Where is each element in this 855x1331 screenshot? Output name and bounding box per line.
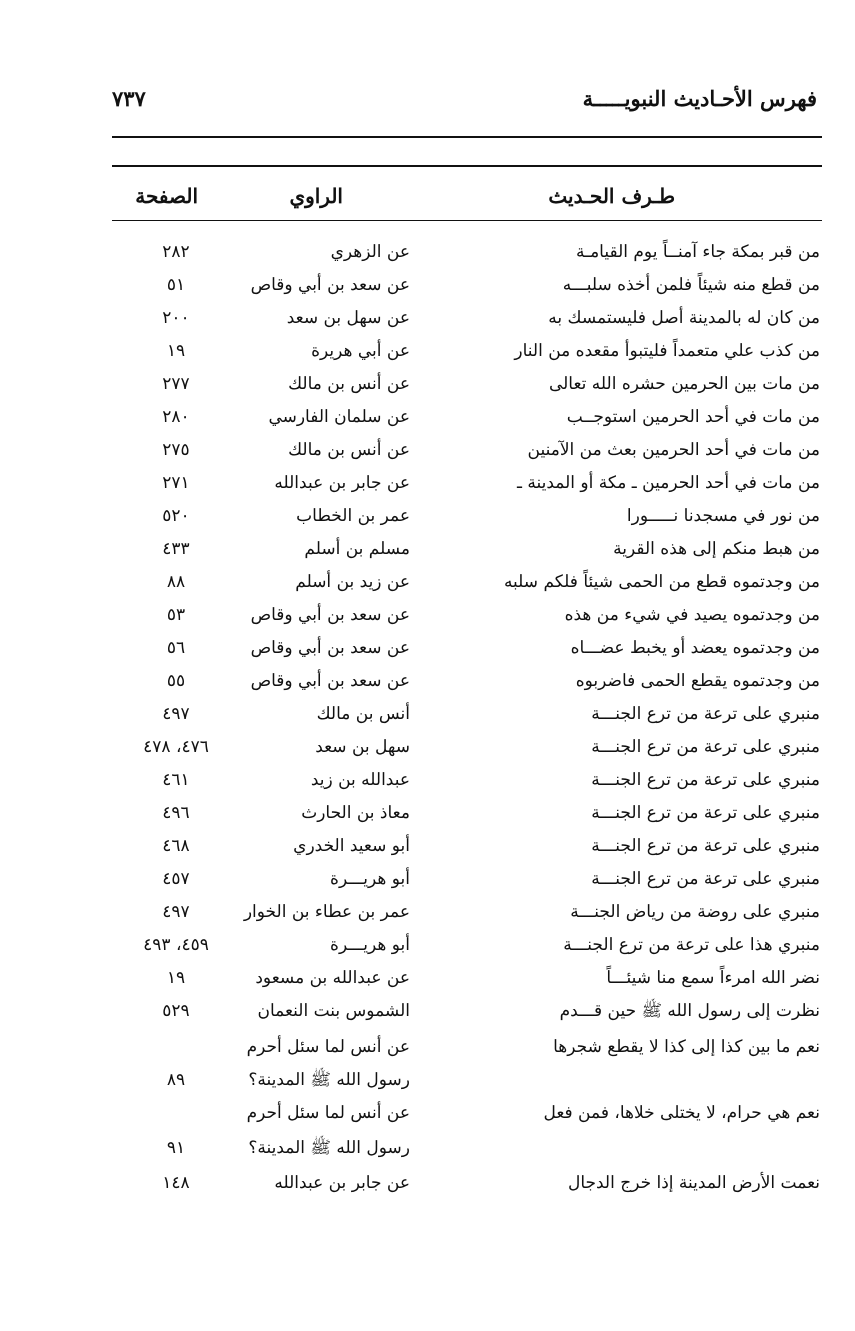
column-header-narrator: الراوي xyxy=(289,184,343,208)
narrator-cell: عن عبدالله بن مسعود xyxy=(255,968,410,988)
narrator-cell: عن سهل بن سعد xyxy=(286,308,410,328)
hadith-cell: نعمت الأرض المدينة إذا خرج الدجال xyxy=(567,1173,820,1193)
table-row xyxy=(0,566,855,599)
narrator-cell: عمر بن عطاء بن الخوار xyxy=(243,902,410,922)
page-cell: ٩١ xyxy=(166,1138,186,1158)
page-cell: ٢٨٠ xyxy=(162,407,190,427)
page-cell: ٥٢٠ xyxy=(162,506,190,526)
narrator-cell: الشموس بنت النعمان xyxy=(257,1001,410,1021)
hadith-cell: منبري على ترعة من ترع الجنـــة xyxy=(591,803,820,823)
table-row xyxy=(0,698,855,731)
hadith-cell: من مات بين الحرمين حشره الله تعالى xyxy=(548,374,820,394)
page-number: ٧٣٧ xyxy=(112,86,146,111)
hadith-cell: منبري على روضة من رياض الجنـــة xyxy=(570,902,820,922)
narrator-cell: عبدالله بن زيد xyxy=(310,770,410,790)
hadith-cell: نضر الله امرءاً سمع منا شيئـــاً xyxy=(606,968,820,988)
page-cell: ٤٦٨ xyxy=(162,836,190,856)
hadith-cell: من وجدتموه يصيد في شيء من هذه xyxy=(564,605,820,625)
page-cell: ٤٧٦، ٤٧٨ xyxy=(143,737,209,757)
hadith-cell: نعم ما بين كذا إلى كذا لا يقطع شجرها xyxy=(553,1037,820,1057)
table-row xyxy=(0,269,855,302)
hadith-cell: من قطع منه شيئاً فلمن أخذه سلبـــه xyxy=(562,275,820,295)
table-row xyxy=(0,830,855,863)
narrator-cell: عن أبي هريرة xyxy=(311,341,410,361)
hadith-cell: من وجدتموه يعضد أو يخبط عضـــاه xyxy=(570,638,820,658)
page-cell: ٨٩ xyxy=(166,1070,186,1090)
narrator-cell: عن سعد بن أبي وقاص xyxy=(250,638,410,658)
narrator-cell: مسلم بن أسلم xyxy=(304,539,410,559)
table-header-rule xyxy=(112,220,822,221)
hadith-cell: من مات في أحد الحرمين بعث من الآمنين xyxy=(527,440,820,460)
hadith-cell: من مات في أحد الحرمين استوجــب xyxy=(566,407,820,427)
table-row xyxy=(0,995,855,1028)
running-header-title: فهرس الأحـاديث النبويـــــة xyxy=(582,86,817,111)
table-row xyxy=(0,1132,855,1165)
page-cell: ٥٥ xyxy=(166,671,186,691)
narrator-cell: معاذ بن الحارث xyxy=(301,803,410,823)
narrator-cell: عن سعد بن أبي وقاص xyxy=(250,671,410,691)
table-row xyxy=(0,1031,855,1064)
table-row xyxy=(0,962,855,995)
table-row xyxy=(0,1064,855,1097)
narrator-cell: أبو هريـــرة xyxy=(330,869,410,889)
hadith-cell: من مات في أحد الحرمين ـ مكة أو المدينة ـ xyxy=(517,473,820,493)
header-rule xyxy=(112,136,822,138)
narrator-cell: سهل بن سعد xyxy=(315,737,410,757)
page-cell: ٢٨٢ xyxy=(162,242,190,262)
narrator-cell: رسول الله ﷺ المدينة؟ xyxy=(248,1138,410,1158)
table-row xyxy=(0,500,855,533)
hadith-cell: من كان له بالمدينة أصل فليستمسك به xyxy=(548,308,820,328)
hadith-cell: من قبر بمكة جاء آمنــاً يوم القيامـة xyxy=(575,242,820,262)
narrator-cell: عن جابر بن عبدالله xyxy=(274,473,410,493)
page-cell: ٥٣ xyxy=(166,605,186,625)
table-row xyxy=(0,896,855,929)
table-row xyxy=(0,764,855,797)
table-top-rule xyxy=(112,165,822,167)
narrator-cell: عن أنس لما سئل أحرم xyxy=(246,1037,410,1057)
table-row xyxy=(0,368,855,401)
table-row xyxy=(0,302,855,335)
table-row xyxy=(0,731,855,764)
page-cell: ٤٦١ xyxy=(162,770,190,790)
page-cell: ٥٢٩ xyxy=(162,1001,190,1021)
hadith-cell: منبري على ترعة من ترع الجنـــة xyxy=(591,737,820,757)
column-header-hadith: طـرف الحـديث xyxy=(548,184,675,208)
narrator-cell: عن الزهري xyxy=(330,242,410,262)
table-row xyxy=(0,467,855,500)
narrator-cell: عن أنس بن مالك xyxy=(288,374,410,394)
page-cell: ١٩ xyxy=(166,341,186,361)
page-cell: ٤٩٧ xyxy=(162,902,190,922)
table-row xyxy=(0,632,855,665)
page-cell: ٨٨ xyxy=(166,572,186,592)
page-cell: ٤٩٦ xyxy=(162,803,190,823)
table-row xyxy=(0,863,855,896)
hadith-cell: من نور في مسجدنا نـــــورا xyxy=(626,506,820,526)
table-row xyxy=(0,599,855,632)
narrator-cell: عن أنس لما سئل أحرم xyxy=(246,1103,410,1123)
table-row xyxy=(0,665,855,698)
narrator-cell: عن زيد بن أسلم xyxy=(295,572,410,592)
hadith-cell: منبري هذا على ترعة من ترع الجنـــة xyxy=(563,935,820,955)
hadith-cell: منبري على ترعة من ترع الجنـــة xyxy=(591,704,820,724)
hadith-cell: نظرت إلى رسول الله ﷺ حين قـــدم xyxy=(559,1001,820,1021)
page-cell: ٢٧٥ xyxy=(162,440,190,460)
table-row xyxy=(0,797,855,830)
narrator-cell: أبو هريـــرة xyxy=(330,935,410,955)
hadith-cell: منبري على ترعة من ترع الجنـــة xyxy=(591,869,820,889)
hadith-cell: من وجدتموه قطع من الحمى شيئاً فلكم سلبه xyxy=(503,572,820,592)
narrator-cell: عن جابر بن عبدالله xyxy=(274,1173,410,1193)
page-cell: ٤٩٧ xyxy=(162,704,190,724)
table-row xyxy=(0,236,855,269)
page-cell: ٤٣٣ xyxy=(162,539,190,559)
column-header-page: الصفحة xyxy=(135,184,198,208)
hadith-cell: من هبط منكم إلى هذه القرية xyxy=(613,539,820,559)
page-cell: ٢٧١ xyxy=(162,473,190,493)
page-cell: ١٤٨ xyxy=(162,1173,190,1193)
narrator-cell: أبو سعيد الخدري xyxy=(293,836,410,856)
hadith-cell: نعم هي حرام، لا يختلى خلاها، فمن فعل xyxy=(543,1103,820,1123)
table-row xyxy=(0,929,855,962)
page-cell: ٥١ xyxy=(166,275,186,295)
page-cell: ٤٥٧ xyxy=(162,869,190,889)
narrator-cell: عمر بن الخطاب xyxy=(296,506,410,526)
narrator-cell: عن أنس بن مالك xyxy=(288,440,410,460)
page-cell: ٤٥٩، ٤٩٣ xyxy=(143,935,209,955)
narrator-cell: أنس بن مالك xyxy=(316,704,410,724)
hadith-cell: منبري على ترعة من ترع الجنـــة xyxy=(591,770,820,790)
narrator-cell: عن سلمان الفارسي xyxy=(268,407,410,427)
narrator-cell: عن سعد بن أبي وقاص xyxy=(250,605,410,625)
table-row xyxy=(0,533,855,566)
hadith-cell: منبري على ترعة من ترع الجنـــة xyxy=(591,836,820,856)
page-cell: ٢٧٧ xyxy=(162,374,190,394)
page-cell: ٥٦ xyxy=(166,638,186,658)
narrator-cell: رسول الله ﷺ المدينة؟ xyxy=(248,1070,410,1090)
table-row xyxy=(0,335,855,368)
hadith-cell: من وجدتموه يقطع الحمى فاضربوه xyxy=(575,671,820,691)
page-cell: ١٩ xyxy=(166,968,186,988)
table-row xyxy=(0,401,855,434)
table-row xyxy=(0,1167,855,1200)
narrator-cell: عن سعد بن أبي وقاص xyxy=(250,275,410,295)
table-row xyxy=(0,1097,855,1130)
table-row xyxy=(0,434,855,467)
page-cell: ٢٠٠ xyxy=(162,308,190,328)
hadith-cell: من كذب علي متعمداً فليتبوأ مقعده من النار xyxy=(514,341,820,361)
